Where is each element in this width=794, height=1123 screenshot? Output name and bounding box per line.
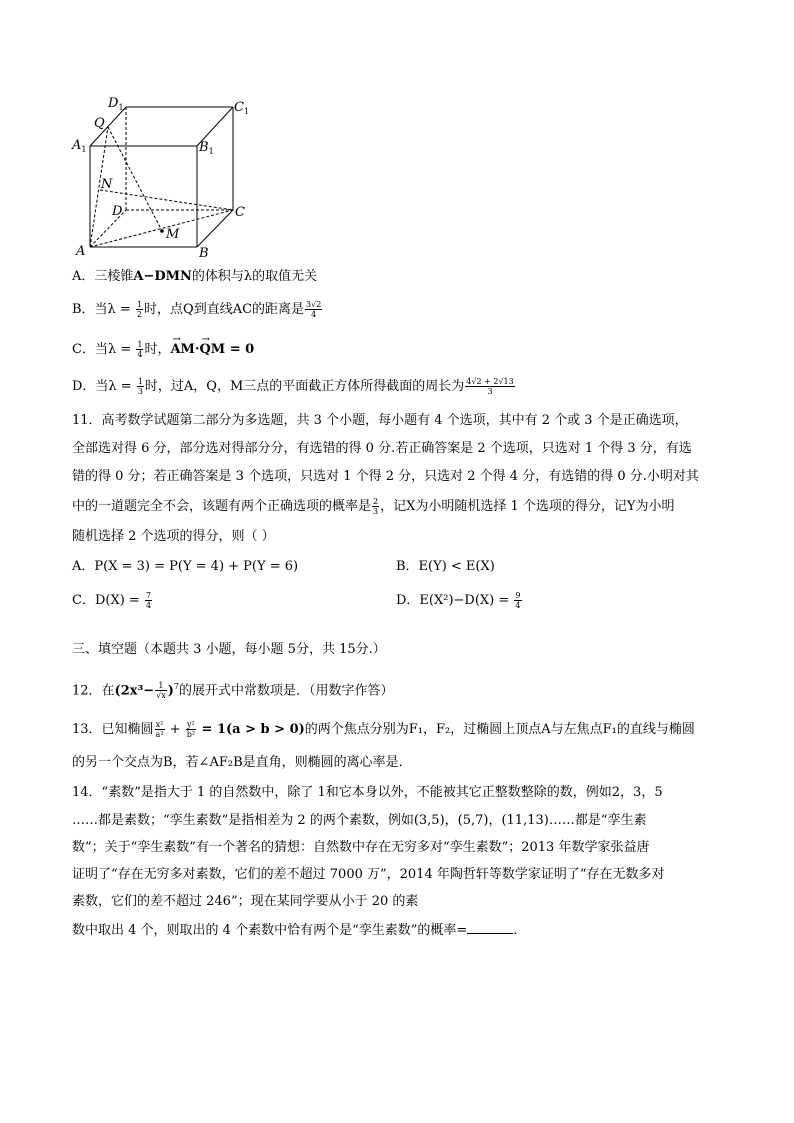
q10-option-a: A．三棱锥A−DMN的体积与λ的取值无关 [72,269,318,284]
cube-figure [70,95,260,265]
label-q: Q [94,116,105,131]
label-d1: $D_1$ [108,96,124,112]
label-b1: $B_1$ [199,140,214,156]
edge-b-c [197,210,233,247]
fraction: $\frac{1}{2}$ [136,300,143,319]
section-heading: 三、填空题（本题共 3 小题，每小题 5分，共 15分.） [72,642,386,657]
q11-line-5: 随机选择 2 个选项的得分，则（ ） [72,529,275,544]
q14-line-3: 数”；关于“孪生素数”有一个著名的猜想：自然数中存在无穷多对“孪生素数”；2013 年数学家张益唐 [72,840,650,855]
label-b: B [199,246,209,261]
q10-option-c: C．当λ = $\frac{1}{4}$ 时，→ AM·→ QM = 0 [72,340,254,359]
fraction: $\frac{9}{4}$ [515,591,521,610]
q11-line-1: 11．高考数学试题第二部分为多选题，共 3 个小题，每小题有 4 个选项，其中有 2 个或 3 个是正确选项， [72,413,688,428]
q14-line-5: 素数，它们的差不超过 246”；现在某同学要从小于 20 的素 [72,894,419,909]
q11-line-4: 中的一道题完全不会，该题有两个正确选项的概率是 $\frac{2}{3}$ ，记X为小明随机选择 1 个选项的得分，记Y为小明 [72,497,675,516]
fraction: $\frac{7}{4}$ [145,591,152,610]
fraction: $\frac{1}{√x}$ [156,681,166,701]
fraction: $\frac{1}{3}$ [137,377,143,396]
fraction: $\frac{3√2}{4}$ [306,300,322,319]
label-c1: $C_1$ [234,100,250,116]
q14-line-1: 14．“素数”是指大于 1 的自然数中，除了 1和它本身以外，不能被其它正整数整除的数，例如2，3，5 [72,785,663,800]
q11-line-3: 错的得 0 分；若正确答案是 3 个选项，只选对 1 个得 2 分，只选对 2 个得 4 分，有选错的得 0 分.小明对其 [72,469,699,484]
fraction: $\frac{\text{x²}}{\text{a²}}$ [155,720,164,739]
fraction: $\frac{\text{y²}}{\text{b²}}$ [186,720,196,739]
point-m [160,229,164,233]
q11-line-2: 全部选对得 6 分，部分选对得部分分，有选错的得 0 分.若正确答案是 2 个选项，只选对 1 个得 3 分，有选 [72,441,692,456]
q14-line-2: ……都是素数；“孪生素数”是指相差为 2 的两个素数，例如(3,5)，(5,7)，(11,13)……都是“孪生素 [72,813,647,828]
q10-option-d: D．当λ = $\frac{1}{3}$ 时，过A，Q，M三点的平面截正方体所得截面的周长为 $\frac{4√2 + 2√13}{3}$ [72,377,514,396]
q11-option-b: B．E(Y) < E(X) [396,559,495,574]
label-m: M [166,227,180,242]
q13-line-2: 的另一个交点为B，若∠AF₂B是直角，则椭圆的离心率是． [72,755,412,770]
q14-line-4: 证明了“存在无穷多对素数，它们的差不超过 7000 万”，2014 年陶哲轩等数学家证明了“存在无数多对 [72,867,665,882]
q11-option-c: C．D(X) = $\frac{7}{4}$ [72,591,152,610]
fraction: $\frac{2}{3}$ [373,497,379,516]
q11-option-d: D．E(X²)−D(X) = $\frac{9}{4}$ [396,591,521,610]
q14-line-6: 数中取出 4 个，则取出的 4 个素数中恰有两个是“孪生素数”的概率= . [72,923,518,938]
q10-option-b: B．当λ = $\frac{1}{2}$ 时，点Q到直线AC的距离是 $\frac{3√2}{4}$ [72,300,322,319]
vector-am: → AM [170,341,194,359]
label-a1: $A_1$ [72,138,87,154]
vector-qm: → QM [199,341,225,359]
label-a: A [76,244,86,259]
label-d: D [112,204,123,219]
label-n: N [101,177,113,192]
answer-blank[interactable] [467,921,513,934]
q12: 12．在(2x³− $\frac{1}{√x}$ )$^7$的展开式中常数项是．（用数字作答） [72,681,394,701]
label-c: C [235,205,245,220]
fraction: $\frac{1}{4}$ [137,340,143,359]
q11-option-a: A．P(X = 3) = P(Y = 4) + P(Y = 6) [72,559,299,574]
fraction: $\frac{4√2 + 2√13}{3}$ [466,377,514,396]
q13-line-1: 13．已知椭圆 $\frac{\text{x²}}{\text{a²}}$ + $\frac{\text{y²}}{\text{b²}}$ = 1(a > b > 0)的两个焦点分别为F₁，F₂，过椭圆上顶点A与左焦点F₁的直线与椭圆 [72,720,695,739]
